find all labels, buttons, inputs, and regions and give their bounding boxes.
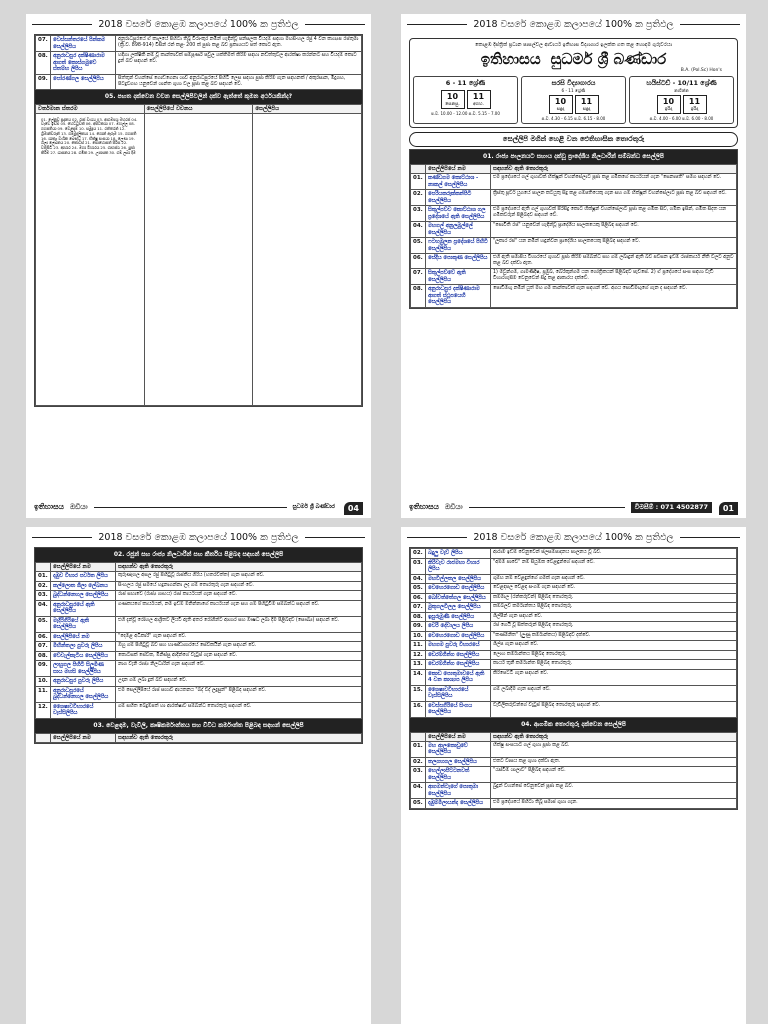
banner-subtitle: කොළඹ දිස්ත්‍රික් ප්‍රධාන පාසල්වල ආචාර්ය ඉතිහාස විද්‍යාගාර ඉලක්ක ගත කළ හොඳම ගුරුවරයා <box>474 42 673 48</box>
inscription-info: කම්බලව කර්මාන්තය පිළිබඳ තොරතුරු. <box>491 603 737 613</box>
table-row <box>36 52 362 75</box>
inscription-info: "කණ්මනිත" (ලුණු කර්මාන්තය) පිළිබඳව දක්වේ. <box>491 631 737 641</box>
class-box <box>521 76 626 124</box>
class-label: 6 - 11 ශ්‍රේණි <box>445 79 486 87</box>
table-row: 04. අනුරාධපුරයේ ඇති සෙල්ලිපිය ගණකයගේ කාර්යයන්, නම ඉඩම් මනින්නාගේ කාර්යයන් ගැන සහ ගම් පිහිටුවීම සම්බන්ධ සඳහන් වේ. <box>36 600 362 616</box>
page-04 <box>26 14 371 518</box>
page-02 <box>26 527 371 1024</box>
brand-logo: ඔඩියා <box>69 502 88 511</box>
class-sub: 6 - 11 ශ්‍රේණි <box>561 88 586 93</box>
section-heading: 01. රාජ්‍ය පාලනයට සහාය දක්වූ ප්‍රාදේශීය නිලධාරීන් සම්බන්ධ සෙල්ලිපි <box>410 150 737 164</box>
inscription-info: ආරාම ඉඩම් වෙනුවෙන් ජලසම්පාදනය පාලනය වූ බව. <box>491 549 737 559</box>
inscription-name: ඩෙරම්ගින්ග සෙල්ලිපිය <box>426 650 491 660</box>
content-frame <box>34 34 363 407</box>
page-number: 01 <box>719 502 738 515</box>
inscription-info: එහි දැන්වූ රෝහල ආශ්‍රිතව ලියවී ඇති අතර රෝගීන්ට ආහාර සහ ඖෂධ ලබා දීම පිළිබඳව (සෞඛ්‍ය) සඳහන් වේ. <box>116 616 362 632</box>
inscription-info: ලොහ කර්මාන්තය පිළිබඳ තොරතුරු. <box>491 650 737 660</box>
table-row: 06. බෝවත්තේගල සෙල්ලිපිය කම්මාල (රන්කරුවන්) පිළිබඳ තොරතුරු. <box>411 593 737 603</box>
class-box <box>629 76 734 124</box>
class-schedule <box>413 76 734 124</box>
inscription-info: නාග වැනි රාජ්‍ය නිලධාරීන් ගැන සඳහන් වේ. <box>116 661 362 677</box>
inscription-name: කණ්ඩගම කොට්ඨාශ - නාකල් සෙල්ලිපිය <box>426 174 491 190</box>
inscription-info: "පොවිති රජ" යනුවෙන් හැඳින්වූ ප්‍රාදේශීය පාලකයෙකු පිළිබඳ සඳහන් වේ. <box>491 222 737 238</box>
column-header: සෙල්ලිපියේ නම <box>426 732 491 741</box>
page-footer <box>34 500 363 514</box>
topic-title: සෙල්ලිපි මගින් හෙළි වන ඓතිහාසික තොරතුරු <box>409 132 738 147</box>
inscription-name: සිතුල්පව්ව කොට්ඨාශ ගල ප්‍රදේශයේ ඇති සෙල්ලිපිය <box>426 206 491 222</box>
table-row: 11. මහගම පුවරු විහාරයේ ශිල්ප ගැන සඳහන් වේ. <box>411 641 737 651</box>
inscription-name: වෙස්සන්තරයේ පින්කම සෙල්ලිපිය <box>51 36 116 52</box>
inscription-name: ආගමන්ටැගේ පොතුමා සෙල්ලිපිය <box>426 783 491 799</box>
inscription-table <box>410 732 737 809</box>
inscription-info: 1) මවුන්ගම, ගාමණිදීෂ, ප්‍රමුඛ, බෙරිකුන්ගම යන ගෝත්‍රිකයන් පිළිබඳව පැවසේ. 2) ඒ ප්‍රදේශයේ සංඝ සඳහා වැඩි විහාරගැසීම වෙනුවෙන් සිදු කළ ආකාරය දක්වේ. <box>491 269 737 285</box>
inscription-name: මුතුගලවිලල සෙල්ලිපිය <box>426 603 491 613</box>
table-row: 02. කල්ලොත ශිලා ලේඛනය සිංහලය රජු සමයේ හදුනාගන්නා ලද ගම් තොරතුරු ගැන සඳහන් වේ. <box>36 581 362 591</box>
inscription-info: කුරුණෑගල අසල රජු පිහිටුවූ රාජකීය ගිරිය (හතරවත්ත) ගැන සඳහන් වේ. <box>116 572 362 582</box>
table-row <box>36 74 362 89</box>
row-number: 08. <box>36 52 51 75</box>
table-row: 10. වෙහෙරගොඩ සෙල්ලිපිය "කණ්මනිත" (ලුණු කර්මාන්තය) පිළිබඳව දක්වේ. <box>411 631 737 641</box>
inscription-name: මිහින්තලා පුවරු ලිපිය <box>51 642 116 652</box>
table-row: 12. ශෛෂාවවිහාරයේ වැස්සිලිපිය ගම් සහිත බෙදුම්පත් හා ආරක්ෂාව සම්බන්ධ තොරතුරු සඳහන් වේ. <box>36 702 362 718</box>
q5-table <box>35 104 362 406</box>
column-header: සෙල්ලිපියේ නම <box>51 563 116 572</box>
inscription-info: ඔහු ගම් පිහිටුවූ බව සහ භාණ්ඩාගාරයේ සේවකයින් ගැන සඳහන් වේ. <box>116 642 362 652</box>
table-row: 01. මහ ආලකොඩුවේ සෙල්ලිපිය භික්ෂු සංඝයාට ගල් ගුහා පූජා කළ බව. <box>411 741 737 757</box>
page-header <box>26 527 371 547</box>
answer-column <box>144 113 253 405</box>
inscription-table <box>410 164 737 308</box>
inscription-name: ලාහුගල පිහිටි සිලුමිණ සාය මහසි සෙල්ලිපිය <box>51 661 116 677</box>
inscription-name: දඹුම්මිලායන්ද සෙල්ලිපිය <box>426 799 491 809</box>
inscription-info: එම ප්‍රදේශයේ ගල් ගුහාවක් භික්ෂූන් වහන්සේලාට පූජා කළ ගමිකගේ කාර්යයන් ගැන "සෙනාපති" සමග සඳහන් වේ. <box>491 174 737 190</box>
inscription-name: අනුරාධපුරයේ බුද්ධන්නෙහල සෙල්ලිපිය <box>51 686 116 702</box>
inscription-info: එකට වාසය කළ ගුහා දක්වා ඇත. <box>491 757 737 767</box>
teacher-qualifications: B.A. (Pol.Sc) Hon's <box>680 68 722 73</box>
content-frame <box>409 547 738 810</box>
inscription-info: කම්මාල (රන්කරුවන්) පිළිබඳ තොරතුරු. <box>491 593 737 603</box>
column-header: සෙල්ලිපිය <box>253 104 362 113</box>
class-times: ප.ව. 10.00 - 12.00 ප.ව. 5.15 - 7.00 <box>431 111 500 116</box>
inscription-name: සිතුල්පව්වේ ඇති සෙල්ලිපිය <box>426 269 491 285</box>
inscription-info: එම සෙල්ලිපියේ රාජ සභාව ආයතනය "බද් වද් ලදුසුන්" පිළිබඳ සඳහන් වේ. <box>116 686 362 702</box>
content-frame <box>34 547 363 744</box>
table-row: 13. ඩෙරම්ගින්ග සෙල්ලිපිය කාර්ය තුනී කර්මාන්ත පිළිබඳ තොරතුරු. <box>411 660 737 670</box>
table-row: 01. දඹුව විහාර පර්වත ලිපිය කුරුණෑගල අසල රජු පිහිටුවූ රාජකීය ගිරිය (හතරවත්ත) ගැන සඳහන් වේ. <box>36 572 362 582</box>
page-header <box>401 527 746 547</box>
inscription-info: වැවිලිකරුවන්ගේ වැටුප් පිළිබඳ තොරතුරු සඳහන් වේ. <box>491 701 737 717</box>
inscription-name: වෙස්සගිරියේ සිංගය සෙල්ලිපිය <box>426 701 491 717</box>
grade-box: 10 ඉරිදා <box>657 95 681 114</box>
table-row: 08. ඉසුරුමුණි සෙල්ලිපිය ශිල්පීන් ගැන සඳහන් වේ. <box>411 612 737 622</box>
page-footer <box>409 500 738 514</box>
inscription-info: අනුරාධපුරයේ ඒ කාලයේ පිහිටා තිබූ විරාංකුර නමින් හැඳින්වූ පන්සලක වියදම් සඳහා මහසිංහල රජු 4 වන කාශ්‍යප රජතුමා (ක්‍රි.ව. 898-914) විසින් රන් කළං 200 ක් පුජා කළ බව ප්‍රකාශයට පත් කොට ඇත. <box>116 36 362 52</box>
inscription-info: "ලූකාර රජ" යන නමින් හඳුන්වන ප්‍රාදේශීය පාලකයෙකු පිළිබඳ සඳහන් වේ. <box>491 238 737 254</box>
inscription-name: සේදිය පොකුණ සෙල්ලිපිය <box>426 254 491 269</box>
footer-title: ඉතිහාසය <box>409 502 439 511</box>
inscription-info: ක්‍රිස්තු පූර්ව යුගයේ පාලන කටයුතු සිදු කළ ගම්පතියෙකු ගැන සහ ගම් භික්ෂූන් වහන්සේලාට පූජා කළ බව සඳහන් වේ. <box>491 190 737 206</box>
inscription-name: අනුරාධපුර දක්ෂිණාරාම ආගත් ස්ථූපයෙහි සෙල්ලිපිය <box>426 285 491 308</box>
teacher-name: සුධර්ම ශ්‍රී බණ්ඩාර <box>550 50 667 68</box>
table-row: 03. කිරිවැව රාජමහා විහාර ලිපිය "අම්ම පාවේ" නම් සියුම්ක වෙළඳුන්ගේ සඳහන් වේ. <box>411 558 737 574</box>
table-row: 05. වෙහෙරගොඩ සෙල්ලිපිය වෙළඳපල වෙළඳ සංගම් ගැන සඳහන් වේ. <box>411 584 737 594</box>
inscription-info: ශිල්ප ගැන සඳහන් වේ. <box>491 641 737 651</box>
inscription-name: අනුරාධපුර දක්ෂිණාරාම ආගත් කොස්ගමුවේ ස්තම්භ ලිපිය <box>51 52 116 75</box>
inscription-name: හෙල්ලාපිට්ටනවත් සෙල්ලිපිය <box>426 767 491 783</box>
table-row: 03. හෙල්ලාපිට්ටනවත් සෙල්ලිපිය "රැස්වීම් ශාලාව" පිළිබඳ සඳහන් වේ. <box>411 767 737 783</box>
table-row: 02. බදුලු වැව් ලිපිය ආරාම ඉඩම් වෙනුවෙන් ජලසම්පාදනය පාලනය වූ බව. <box>411 549 737 559</box>
table-row: 14. කොඩ පොතුමාවයේ ඇති 4 වන කාශ්‍යප ලිපිය කිරිපෙට්ටි ගැන සඳහන් වේ. <box>411 669 737 685</box>
word-list: 01. ලේනුව ප්‍රදානය 02. රාජ වංශය 03. ආගමපය මහරජ 04. වැවේ ඉඩම් 05. හෙට්ටුවක් 06. අපිටකයා 07. මහල්ල 08. ගහපතියා 09. වෙළඳාම් 10. සමුද්‍රය 11. රත්තරන් 12. ශ්‍රීමාන්වරුන් 13. ගම්මුදලිකයා 14. ගොන් ඇරුම 15. ගහපති 16. ශාක්‍ය වංශික බෞද්ධ 17. භික්ෂු සංඝයා 18. ලෙණ 19. ශිලා ලේඛනය 20. කොටස් 21. පොහොසත් පිරිස 22. වතුපිටි 23. ආහාර 24. මහා විහාරය 25. ගෘහස්ථ 26. පුජා කිරීම 27. ශාසනය 28. ගමික 29. උපාසක 30. ගම් ලබා දීම <box>41 116 138 156</box>
column-header: සඳහන්ව ඇති තොරතුරු <box>116 563 362 572</box>
inscription-name: ශෛෂාවවිහාරයේ වැස්සිලිපිය <box>426 685 491 701</box>
table-row: 06. සෙල්ලිපියේ නම "දෙමළ අධිකාරී" ගැන සඳහන් වේ. <box>36 632 362 642</box>
column-header: සෙල්ලිපියේ වචනය <box>144 104 253 113</box>
grade-box: 10 සෙනසු. <box>441 90 465 109</box>
table-row: 04. මහගල් අනුලමුල්ලේ සෙල්ලිපිය "පොවිති රජ" යනුවෙන් හැඳින්වූ ප්‍රාදේශීය පාලකයෙකු පිළිබඳ සඳහන් වේ. <box>411 222 737 238</box>
column-header: සඳහන්ව ඇති තොරතුරු <box>491 732 737 741</box>
column-header: සඳහන්ව ඇති තොරතුරු <box>491 165 737 174</box>
header-text: 2018 වසරේ කොළඹ කලාපයේ 100% ක ප්‍රතිඵල <box>473 18 674 30</box>
inscription-name: මැදිරිගිරියේ ඇති සෙල්ලිපිය <box>51 616 116 632</box>
inscription-name: වෙහෙරගොඩ සෙල්ලිපිය <box>426 631 491 641</box>
inscription-info: කොටසක් සේවක, මිනිස්සු ආදීන්ගේ වැටුප් ගැන සඳහන් වේ. <box>116 651 362 661</box>
inscription-info: ගම් ලබාදීම ගැන සඳහන් වේ. <box>491 685 737 701</box>
table-row: 10. අනුරාධපුර පුවරු ලිපිය උදාන ගම් ලබා දුන් බව සඳහන් වේ. <box>36 677 362 687</box>
class-label: හයිස්ටඩ් - 10/11 ශ්‍රේණි <box>646 79 717 87</box>
table-row: 15. ශෛෂාවවිහාරයේ වැස්සිලිපිය ගම් ලබාදීම ගැන සඳහන් වේ. <box>411 685 737 701</box>
header-text: 2018 වසරේ කොළඹ කලාපයේ 100% ක ප්‍රතිඵල <box>98 18 299 30</box>
class-box <box>413 76 518 124</box>
inscription-info: වෙළඳපල වෙළඳ සංගම් ගැන සඳහන් වේ. <box>491 584 737 594</box>
table-row: 09. වෙරි දේවාලය ලිපිය රජ ගෙයි වූ සිත්තරුන් පිළිබඳ තොරතුරු. <box>411 622 737 632</box>
header-text: 2018 වසරේ කොළඹ කලාපයේ 100% ක ප්‍රතිඵල <box>98 531 299 543</box>
inscription-info: "දෙමළ අධිකාරී" ගැන සඳහන් වේ. <box>116 632 362 642</box>
inscription-name: කල්ලොත ශිලා ලේඛනය <box>51 581 116 591</box>
inscription-info: සිත්තුන් වහන්සේ ගොඩගෙනා ශාව අනුරාධපුරයේ පිහිටි ලෙස සඳහා පුජා කිරීම ගැන සඳහනක් / අකුරසාන, මිදුගහ, පිටදුවගහ යනුවෙන් ශාන්ත ගුහා වල පූජා කළ බව සඳහන් වේ. <box>116 74 362 89</box>
inscription-name: ෆටහමුලන ප්‍රදේශයේ පිහිටි සෙල්ලිපිය <box>426 238 491 254</box>
table-row: 04. මහවිල්ලතල සෙල්ලිපිය ගුම්භ නම් වෙළඳුන්ගේ ගමක් ගැන සඳහන් වේ. <box>411 574 737 584</box>
table-row: 04. ආගමන්ටැගේ පොතුමා සෙල්ලිපිය බුදුන් වහන්සේ වෙනුවෙන් පූජා කළ බව. <box>411 783 737 799</box>
grade-box: 11 ඉරිදා <box>683 95 707 114</box>
inscription-info: ගණකයගේ කාර්යයන්, නම ඉඩම් මනින්නාගේ කාර්යයන් ගැන සහ ගම් පිහිටුවීම සම්බන්ධ සඳහන් වේ. <box>116 600 362 616</box>
footer-teacher: සුධර්ම ශ්‍රී බණ්ඩාර <box>292 503 335 510</box>
table-row: 07. මිහින්තලා පුවරු ලිපිය ඔහු ගම් පිහිටුවූ බව සහ භාණ්ඩාගාරයේ සේවකයින් ගැන සඳහන් වේ. <box>36 642 362 652</box>
inscription-info: පොඩිමඟු නමින් යුත් මහ ගම කාන්තාවක් ගැන සඳහන් වේ. අගය පොඩිමඟුගේ ගැන ද සඳහන් වේ. <box>491 285 737 308</box>
page-header <box>401 14 746 34</box>
inscription-name: අනුරාධපුර පුවරු ලිපිය <box>51 677 116 687</box>
inscription-info: උදාන ගම් ලබා දුන් බව සඳහන් වේ. <box>116 677 362 687</box>
inscription-name: මහගම පුවරු විහාරයේ <box>426 641 491 651</box>
table-row: 12. ඩෙරම්ගින්ග සෙල්ලිපිය ලොහ කර්මාන්තය පිළිබඳ තොරතුරු. <box>411 650 737 660</box>
table-row <box>36 36 362 52</box>
grade-box: 11 සඳුදා <box>575 95 599 114</box>
inscription-name: වේවැල්කැටිය සෙල්ලිපිය <box>51 651 116 661</box>
section-heading: 03. වෙළඳාම, වැවිලි, කෘෂිකර්මාන්තය සහ විවිධ කර්මාන්ත පිළිබඳ සඳහන් සෙල්ලිපි <box>35 719 362 733</box>
inscription-info: කාර්ය තුනී කර්මාන්ත පිළිබඳ තොරතුරු. <box>491 660 737 670</box>
row-number: 09. <box>36 74 51 89</box>
class-banner <box>409 38 738 128</box>
inscription-name: සෙල්ලිපියේ නම <box>51 632 116 642</box>
inscription-info: ශිල්පීන් ගැන සඳහන් වේ. <box>491 612 737 622</box>
inscription-name: ඉසුරුමුණි සෙල්ලිපිය <box>426 612 491 622</box>
column-header: සෙල්ලිපියේ නම <box>51 733 116 742</box>
inscription-table <box>35 35 362 90</box>
inscription-info: ගම් සහිත බෙදුම්පත් හා ආරක්ෂාව සම්බන්ධ තොරතුරු සඳහන් වේ. <box>116 702 362 718</box>
column-header: සෙල්ලිපියේ නම <box>426 165 491 174</box>
grade-box: 11 අගහ. <box>467 90 491 109</box>
inscription-info: භික්ෂු සංඝයාට ගල් ගුහා පූජා කළ බව. <box>491 741 737 757</box>
column-header: වර්තමාන ස්තරම <box>36 104 145 113</box>
inscription-name: ශෛෂාවවිහාරයේ වැස්සිලිපිය <box>51 702 116 718</box>
inscription-name: මහවිල්ලතල සෙල්ලිපිය <box>426 574 491 584</box>
inscription-name: මහගල් අනුලමුල්ලේ සෙල්ලිපිය <box>426 222 491 238</box>
table-row: 06. සේදිය පොකුණ සෙල්ලිපිය එහි ඇති සමාපිය විහාරයේ ගුහාව පූජා කිරීම සම්බන්ධ සහ ගම් ලබාදුන් ඇති බව පවසන ඉඩම් රාජකාර්ය නීති වලට අනුව කළ බව දක්වා ඇත. <box>411 254 737 269</box>
inscription-info: ගුම්භ නම් වෙළඳුන්ගේ ගමක් ගැන සඳහන් වේ. <box>491 574 737 584</box>
inscription-name: කොඩ පොතුමාවයේ ඇති 4 වන කාශ්‍යප ලිපිය <box>426 669 491 685</box>
table-row: 02. පෙරියකරුක්කන්පිටි සෙල්ලිපිය ක්‍රිස්තු පූර්ව යුගයේ පාලන කටයුතු සිදු කළ ගම්පතියෙකු ගැන සහ ගම් භික්ෂූන් වහන්සේලාට පූජා කළ බව සඳහන් වේ. <box>411 190 737 206</box>
table-row: 03. සිතුල්පව්ව කොට්ඨාශ ගල ප්‍රදේශයේ ඇති සෙල්ලිපිය එම ප්‍රදේශයේ ඇති ගල් ගුහාවක් පිරිසිදු කොට භික්ෂූන් වහන්සේලාට පූජා කළ ගමික සිව, ගමික ඉසින්, ගමික සිදත යන ගමිකවරුන් පිළිබඳව සඳහන් වේ. <box>411 206 737 222</box>
inscription-name: ඩෙරම්ගින්ග සෙල්ලිපිය <box>426 660 491 670</box>
inscription-info: සිංහලය රජු සමයේ හදුනාගන්නා ලද ගම් තොරතුරු ගැන සඳහන් වේ. <box>116 581 362 591</box>
table-row: 16. වෙස්සගිරියේ සිංගය සෙල්ලිපිය වැවිලිකරුවන්ගේ වැටුප් පිළිබඳ තොරතුරු සඳහන් වේ. <box>411 701 737 717</box>
content-frame <box>409 149 738 309</box>
inscription-info: බුදුන් වහන්සේ වෙනුවෙන් පූජා කළ බව. <box>491 783 737 799</box>
inscription-table <box>35 562 362 719</box>
inscription-name: බෝවත්තේගල සෙල්ලිපිය <box>426 593 491 603</box>
page-number: 04 <box>344 502 363 515</box>
inscription-name: කිරිවැව රාජමහා විහාර ලිපිය <box>426 558 491 574</box>
table-row: 07. සිතුල්පව්වේ ඇති සෙල්ලිපිය 1) මවුන්ගම, ගාමණිදීෂ, ප්‍රමුඛ, බෙරිකුන්ගම යන ගෝත්‍රිකයන් පිළිබඳව පැවසේ. 2) ඒ ප්‍රදේශයේ සංඝ සඳහා වැඩි විහාරගැසීම වෙනුවෙන් සිදු කළ ආකාරය දක්වේ. <box>411 269 737 285</box>
table-row: 07. මුතුගලවිලල සෙල්ලිපිය කම්බලව කර්මාන්තය පිළිබඳ තොරතුරු. <box>411 603 737 613</box>
page-header <box>26 14 371 34</box>
table-row: 03. බුද්ධන්නෙහල සෙල්ලිපිය රාජ සභාවේ (රාජ්‍ය ගෘහය) රාජ කාර්යයන් ගැන සඳහන් වේ. <box>36 591 362 601</box>
class-times: ප.ව. 4.30 - 6.15 ප.ව. 6.15 - 8.00 <box>541 116 606 121</box>
table-row: 05. දඹුම්මිලායන්ද සෙල්ලිපිය එම ප්‍රදේශයේ පිහිටා තිබූ සමාජ ගුහා ගැන. <box>411 799 737 809</box>
contact-phone: විමසීම් : 071 4502877 <box>631 502 712 513</box>
inscription-info: කිරිපෙට්ටි ගැන සඳහන් වේ. <box>491 669 737 685</box>
section-heading: 05. පහත දක්වෙන වචන සෙල්ලිපිවලින් දක්ව ඇත්තේ කුමන අර්ථයකින්ද? <box>35 90 362 104</box>
table-row: 02. තලගහගල සෙල්ලිපිය එකට වාසය කළ ගුහා දක්වා ඇත. <box>411 757 737 767</box>
header-text: 2018 වසරේ කොළඹ කලාපයේ 100% ක ප්‍රතිඵල <box>473 531 674 543</box>
table-row: 08. අනුරාධපුර දක්ෂිණාරාම ආගත් ස්ථූපයෙහි සෙල්ලිපිය පොඩිමඟු නමින් යුත් මහ ගම කාන්තාවක් ගැන සඳහන් වේ. අගය පොඩිමඟුගේ ගැන ද සඳහන් වේ. <box>411 285 737 308</box>
inscription-name: තලගහගල සෙල්ලිපිය <box>426 757 491 767</box>
section-heading: 02. රජුන් සහ රාජ්‍ය නිලධාරීන් සහ කීර්තිය පිළිබඳ සඳහන් සෙල්ලිපි <box>35 548 362 562</box>
inscription-name: බුද්ධන්නෙහල සෙල්ලිපිය <box>51 591 116 601</box>
brand-logo: ඔඩියා <box>444 502 463 511</box>
inscription-name: මහ ආලකොඩුවේ සෙල්ලිපිය <box>426 741 491 757</box>
inscription-name: පෙරියකරුක්කන්පිටි සෙල්ලිපිය <box>426 190 491 206</box>
inscription-name: පෝරණ්ගල සෙල්ලිපිය <box>51 74 116 89</box>
inscription-info: එම ප්‍රදේශයේ ඇති ගල් ගුහාවක් පිරිසිදු කොට භික්ෂූන් වහන්සේලාට පූජා කළ ගමික සිව, ගමික ඉසින්, ගමික සිදත යන ගමිකවරුන් පිළිබඳව සඳහන් වේ. <box>491 206 737 222</box>
inscription-info: රාජ සභාවේ (රාජ්‍ය ගෘහය) රාජ කාර්යයන් ගැන සඳහන් වේ. <box>116 591 362 601</box>
subject-title: ඉතිහාසය <box>480 50 541 68</box>
page-01 <box>401 14 746 518</box>
inscription-name: වෙහෙරගොඩ සෙල්ලිපිය <box>426 584 491 594</box>
inscription-info: "රැස්වීම් ශාලාව" පිළිබඳ සඳහන් වේ. <box>491 767 737 783</box>
table-row: 05. ෆටහමුලන ප්‍රදේශයේ පිහිටි සෙල්ලිපිය "ලූකාර රජ" යන නමින් හඳුන්වන ප්‍රාදේශීය පාලකයෙකු පිළිබඳ සඳහන් වේ. <box>411 238 737 254</box>
inscription-table <box>35 733 362 743</box>
page-03 <box>401 527 746 1024</box>
footer-title: ඉතිහාසය <box>34 502 64 511</box>
table-row: 09. ලාහුගල පිහිටි සිලුමිණ සාය මහසි සෙල්ලිපිය නාග වැනි රාජ්‍ය නිලධාරීන් ගැන සඳහන් වේ. <box>36 661 362 677</box>
inscription-info: එම ප්‍රදේශයේ පිහිටා තිබූ සමාජ ගුහා ගැන. <box>491 799 737 809</box>
section-heading: 04. ආගමික තොරතුරු දක්වෙන සෙල්ලිපි <box>410 718 737 732</box>
inscription-name: බදුලු වැව් ලිපිය <box>426 549 491 559</box>
inscription-info: "අම්ම පාවේ" නම් සියුම්ක වෙළඳුන්ගේ සඳහන් වේ. <box>491 558 737 574</box>
class-place: නාවින්න <box>674 88 689 93</box>
inscription-info: රජ ගෙයි වූ සිත්තරුන් පිළිබඳ තොරතුරු. <box>491 622 737 632</box>
grade-box: 10 සඳුදා <box>549 95 573 114</box>
class-times: ප.ව. 4.00 - 6.00 ප.ව. 6.00 - 8.00 <box>649 116 714 121</box>
class-label: සරසි විද්‍යාගාරය <box>551 79 596 87</box>
table-row: 01. කණ්ඩගම කොට්ඨාශ - නාකල් සෙල්ලිපිය එම ප්‍රදේශයේ ගල් ගුහාවක් භික්ෂූන් වහන්සේලාට පූජා කළ ගමිකගේ කාර්යයන් ගැන "සෙනාපති" සමග සඳහන් වේ. <box>411 174 737 190</box>
inscription-info: හදිගා ලක්ෂිකී නම් වූ කාන්තාවක් සම්පූර්ණ පවුල ශක්තිමත් කිරීම සඳහා නඩත්තුවල ආරක්ෂා කරන්නට සහ වියදම් කොට දුන් බව සඳහන් වේ. <box>116 52 362 75</box>
table-row: 08. වේවැල්කැටිය සෙල්ලිපිය කොටසක් සේවක, මිනිස්සු ආදීන්ගේ වැටුප් ගැන සඳහන් වේ. <box>36 651 362 661</box>
inscription-name: දඹුව විහාර පර්වත ලිපිය <box>51 572 116 582</box>
inscription-name: වෙරි දේවාලය ලිපිය <box>426 622 491 632</box>
column-header: සඳහන්ව ඇති තොරතුරු <box>116 733 362 742</box>
inscription-name: අනුරාධපුරයේ ඇති සෙල්ලිපිය <box>51 600 116 616</box>
inscription-table <box>410 548 737 718</box>
inscription-info: එහි ඇති සමාපිය විහාරයේ ගුහාව පූජා කිරීම සම්බන්ධ සහ ගම් ලබාදුන් ඇති බව පවසන ඉඩම් රාජකාර්ය නීති වලට අනුව කළ බව දක්වා ඇත. <box>491 254 737 269</box>
answer-column <box>253 113 362 405</box>
table-row: 11. අනුරාධපුරයේ බුද්ධන්නෙහල සෙල්ලිපිය එම සෙල්ලිපියේ රාජ සභාව ආයතනය "බද් වද් ලදුසුන්" පිළිබඳ සඳහන් වේ. <box>36 686 362 702</box>
row-number: 07. <box>36 36 51 52</box>
table-row: 05. මැදිරිගිරියේ ඇති සෙල්ලිපිය එහි දැන්වූ රෝහල ආශ්‍රිතව ලියවී ඇති අතර රෝගීන්ට ආහාර සහ ඖෂධ ලබා දීම පිළිබඳව (සෞඛ්‍ය) සඳහන් වේ. <box>36 616 362 632</box>
